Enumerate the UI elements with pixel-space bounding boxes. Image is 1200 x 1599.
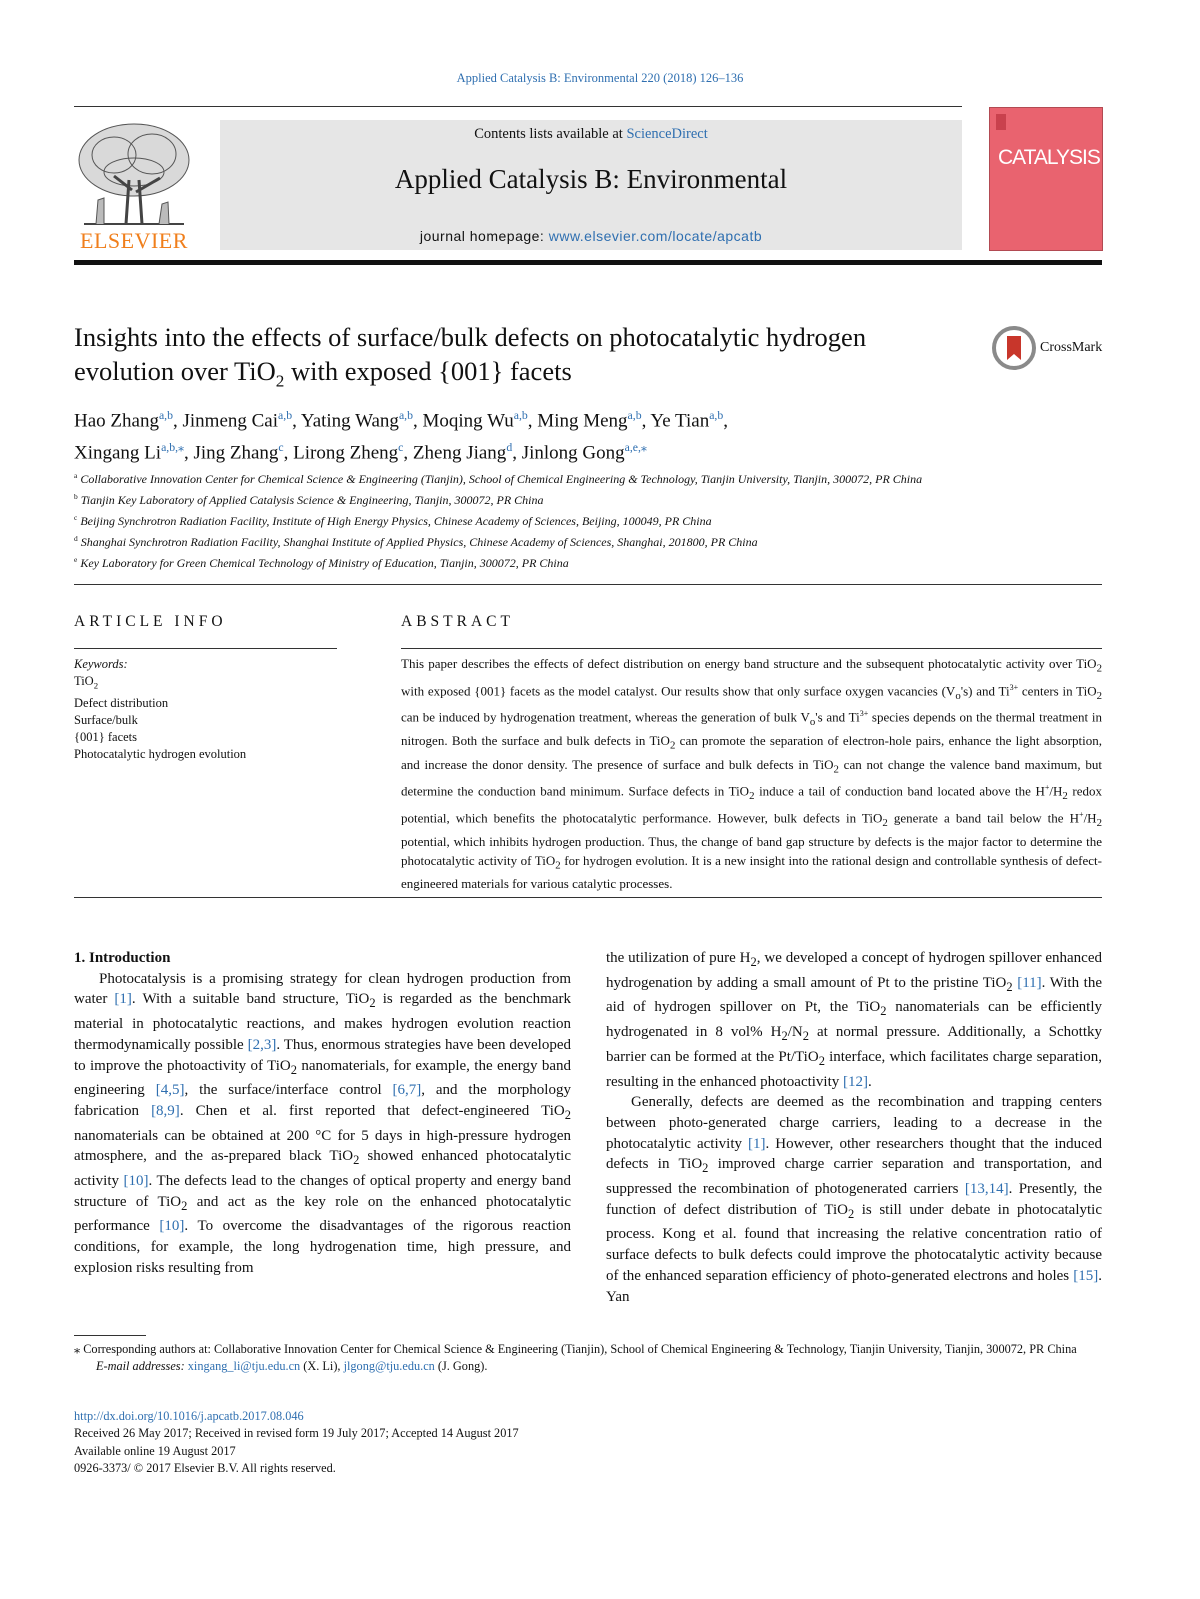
affiliation: $^c$ Beijing Synchrotron Radiation Facility, Institute of High Energy Physics, Chinese Academy of Sciences, Beijing, 100049, PR China (74, 513, 712, 528)
citation-link[interactable]: [4,5] (155, 1082, 185, 1099)
corresponding-author-footnote: ⁎ Corresponding authors at: Collaborative Innovation Center for Chemical Science & Engineering (Tianjin), School of Chemical Engineering & Technology, Tianjin University, Tianjin, 300072, PR China E-mail addresses: xingang_li@tju.edu.cn (X. Li), jlgong@tju.edu.cn (J. Gong). (74, 1342, 1077, 1373)
crossmark-label: CrossMark (1040, 340, 1103, 355)
keyword: Photocatalytic hydrogen evolution (74, 746, 247, 761)
author-name[interactable]: Lirong Zheng (293, 442, 399, 464)
keyword: {001} facets (74, 729, 138, 744)
keyword: Surface/bulk (74, 712, 138, 727)
author-affiliation-mark[interactable]: a,b (513, 409, 528, 422)
copyright: 0926-3373/ © 2017 Elsevier B.V. All rights reserved. (74, 1460, 336, 1475)
author-list: Hao Zhang$^{a,b}$, Jinmeng Cai$^{a,b}$, Yating Wang$^{a,b}$, Moqing Wu$^{a,b}$, Ming Meng$^{a,b}$, Ye Tian$^{a,b}$, Xingang $Li^{a,b,⁎}$, Jing Zhang$^c$, Lirong Zheng$^c$, Zheng Jiang$^d$, Jinlong Gong$^{a,e,⁎}$ (74, 409, 728, 464)
online-date: Available online 19 August 2017 (74, 1443, 236, 1458)
paragraph: the utilization of pure $H_2$, we developed a concept of hydrogen spillover enhanced hydrogenation by adding a small amount of Pt to the pristine TiO$_2$ [11]. With the aid of hydrogen spillover on Pt, the TiO$_2$ nanomaterials can be efficiently hydrogenated in 8 vol% $H_2/N_2$ at normal pressure. Additionally, a Schottky barrier can be formed at the Pt/TiO$_2$ interface, which facilitates charge separation, resulting in the enhanced photoactivity [12]. (606, 950, 1103, 1090)
author-name[interactable]: Ye Tian (650, 410, 710, 432)
author-name[interactable]: Moqing Wu (422, 410, 514, 432)
keyword: TiO$_2$ (74, 674, 99, 691)
author-name[interactable]: Jing Zhang (193, 442, 279, 464)
author-affiliation-mark[interactable]: a,b,⁎ (161, 441, 184, 455)
journal-reference[interactable]: Applied Catalysis B: Environmental 220 (2018) 126–136 (456, 71, 744, 85)
author-affiliation-mark[interactable]: d (506, 441, 513, 455)
cover-title: CATALYSIS (998, 146, 1100, 169)
header-rule (74, 106, 962, 107)
author-name[interactable]: Jinlong Gong (521, 442, 625, 464)
email-link[interactable]: jlgong@tju.edu.cn (343, 1359, 435, 1373)
cover-emblem-icon (996, 114, 1006, 130)
affiliation: $^b$ Tianjin Key Laboratory of Applied Catalysis Science & Engineering, Tianjin, 300072, PR China (74, 492, 544, 507)
keywords-block (74, 656, 374, 763)
citation-link[interactable]: [15] (1073, 1267, 1099, 1284)
journal-title: Applied Catalysis B: Environmental (394, 164, 788, 194)
body-column-right (606, 948, 1102, 1307)
crossmark-badge[interactable] (992, 326, 1104, 370)
author-name[interactable]: Jinmeng Cai (182, 410, 279, 432)
crossmark-icon (992, 326, 1036, 370)
journal-banner (220, 120, 962, 250)
affiliation-list (74, 467, 974, 572)
citation-link[interactable]: [13,14] (964, 1181, 1009, 1198)
publication-info (74, 1408, 774, 1477)
abstract-heading: ABSTRACT (401, 613, 514, 630)
author-name[interactable]: Xingang Li (74, 442, 162, 464)
paragraph: Photocatalysis is a promising strategy for clean hydrogen production from water [1]. With a suitable band structure, TiO$_2$ is regarded as the benchmark material in photocatalytic reactions, and makes hydrogen evolution reaction thermodynamically possible [2,3]. Thus, enormous strategies have been developed to improve the photoactivity of TiO$_2$ nanomaterials, for example, the energy band engineering [4,5], the surface/interface control [6,7], and the morphology fabrication [8,9]. Chen et al. first reported that defect-engineered TiO$_2$ nanomaterials can be obtained at 200 °C for 5 days in high-pressure hydrogen atmosphere, and the as-prepared black TiO$_2$ showed enhanced photocatalytic activity [10]. The defects lead to the changes of optical property and energy band structure of TiO$_2$ and act as the key role on the enhanced photocatalytic performance [10]. To overcome the disadvantages of the rigorous reaction conditions, for example, the long hydrogenation time, high pressure, and explosion risks resulting from (74, 970, 572, 1276)
abstract-text: This paper describes the effects of defect distribution on energy band structure and the subsequent photocatalytic activity over TiO$_2$ with exposed {001} facets as the model catalyst. Our results show that only surface oxygen vacancies $(V_o's)$ and $Ti^{3+}$ centers in TiO$_2$ can be induced by hydrogenation treatment, whereas the generation of bulk $V_o's$ and $Ti^{3+}$ species depends on the thermal treatment in nitrogen. Both the surface and bulk defects in TiO$_2$ can promote the separation of electron-hole pairs, enhance the light absorption, and increase the donor density. The presence of surface and bulk defects in TiO$_2$ can not change the valence band maximum, but determine the conduction band minimum. Surface defects in TiO$_2$ induce a tail of conduction band located above the $H^+/H_2$ redox potential, which benefits the photocatalytic performance. However, bulk defects in TiO$_2$ generate a band tail below the $H^+/H_2$ potential, which inhibits hydrogen production. Thus, the change of band gap structure by defects is the major factor to determine the photocatalytic activity of TiO$_2$ for hydrogen evolution. It is a new insight into the rational design and controllable synthesis of defect-engineered materials for various catalytic processes. (401, 656, 1103, 892)
section-rule (74, 584, 1102, 585)
author-name[interactable]: Hao Zhang (74, 410, 159, 432)
author-name[interactable]: Zheng Jiang (412, 442, 507, 464)
citation-link[interactable]: [2,3] (247, 1036, 277, 1053)
keywords-label: Keywords: (74, 657, 128, 671)
citation-link[interactable]: [12] (843, 1073, 869, 1090)
email-link[interactable]: xingang_li@tju.edu.cn (187, 1359, 301, 1373)
sciencedirect-link[interactable]: ScienceDirect (626, 126, 708, 142)
citation-link[interactable]: [1] (114, 991, 132, 1008)
publisher-wordmark: ELSEVIER (80, 228, 188, 253)
affiliation: $^d$ Shanghai Synchrotron Radiation Facility, Shanghai Institute of Applied Physics, Chinese Academy of Sciences, Shanghai, 201800, PR China (74, 534, 758, 549)
doi-link[interactable]: http://dx.doi.org/10.1016/j.apcatb.2017.08.046 (74, 1409, 304, 1423)
abstract-rule (401, 648, 1102, 649)
citation-link[interactable]: [10] (159, 1218, 185, 1235)
author-affiliation-mark[interactable]: a,e,⁎ (624, 441, 647, 455)
article-info-rule (74, 648, 337, 649)
journal-cover-thumbnail[interactable] (989, 107, 1103, 251)
received-dates: Received 26 May 2017; Received in revised form 19 July 2017; Accepted 14 August 2017 (74, 1426, 519, 1441)
citation-link[interactable]: [10] (123, 1173, 149, 1190)
author-affiliation-mark[interactable]: a,b (158, 409, 173, 422)
affiliation: $^a$ Collaborative Innovation Center for Chemical Science & Engineering (Tianjin), School of Chemical Engineering & Technology, Tianjin University, Tianjin, 300072, PR China (74, 471, 923, 486)
abstract-bottom-rule (74, 897, 1102, 898)
author-affiliation-mark[interactable]: c (278, 441, 284, 455)
citation-link[interactable]: [8,9] (151, 1102, 180, 1119)
journal-homepage: journal homepage: www.elsevier.com/locate/apcatb (419, 228, 763, 244)
footnote-rule (74, 1335, 146, 1336)
citation-link[interactable]: [11] (1017, 974, 1042, 991)
affiliation: $^e$ Key Laboratory for Green Chemical Technology of Ministry of Education, Tianjin, 300072, PR China (74, 555, 569, 570)
paragraph: Generally, defects are deemed as the recombination and trapping centers between photo-generated charge carriers, leading to a decrease in the photocatalytic activity [1]. However, other researchers thought that the induced defects in TiO$_2$ improved charge carrier separation and transportation, and suppressed the recombination of photogenerated carriers [13,14]. Presently, the function of defect distribution of TiO$_2$ is still under debate in photocatalytic process. Kong et al. found that increasing the relative concentration ratio of surface defects to bulk defects could improve the photocatalytic activity because of the enhanced separation efficiency of photo-generated electrons and holes [15]. Yan (606, 1094, 1102, 1305)
author-affiliation-mark[interactable]: a,b (398, 409, 413, 422)
body-column-left (74, 948, 571, 1279)
citation-link[interactable]: [6,7] (392, 1082, 422, 1099)
author-affiliation-mark[interactable]: c (398, 441, 404, 455)
contents-line: Contents lists available at ScienceDirect (474, 126, 708, 142)
article-title: Insights into the effects of surface/bulk defects on photocatalytic hydrogen evolution over TiO$_2$ with exposed {001} facets (74, 322, 867, 391)
keyword: Defect distribution (74, 695, 169, 710)
article-info-heading: ARTICLE INFO (74, 613, 227, 630)
header-thick-rule (74, 260, 1102, 265)
author-name[interactable]: Ming Meng (537, 410, 628, 432)
author-affiliation-mark[interactable]: a,b (278, 409, 293, 422)
section-heading-introduction: 1. Introduction (74, 950, 171, 966)
author-name[interactable]: Yating Wang (300, 410, 399, 432)
homepage-link[interactable]: www.elsevier.com/locate/apcatb (548, 228, 763, 244)
citation-link[interactable]: [1] (748, 1135, 766, 1152)
author-affiliation-mark[interactable]: a,b (709, 409, 724, 422)
author-affiliation-mark[interactable]: a,b (627, 409, 642, 422)
